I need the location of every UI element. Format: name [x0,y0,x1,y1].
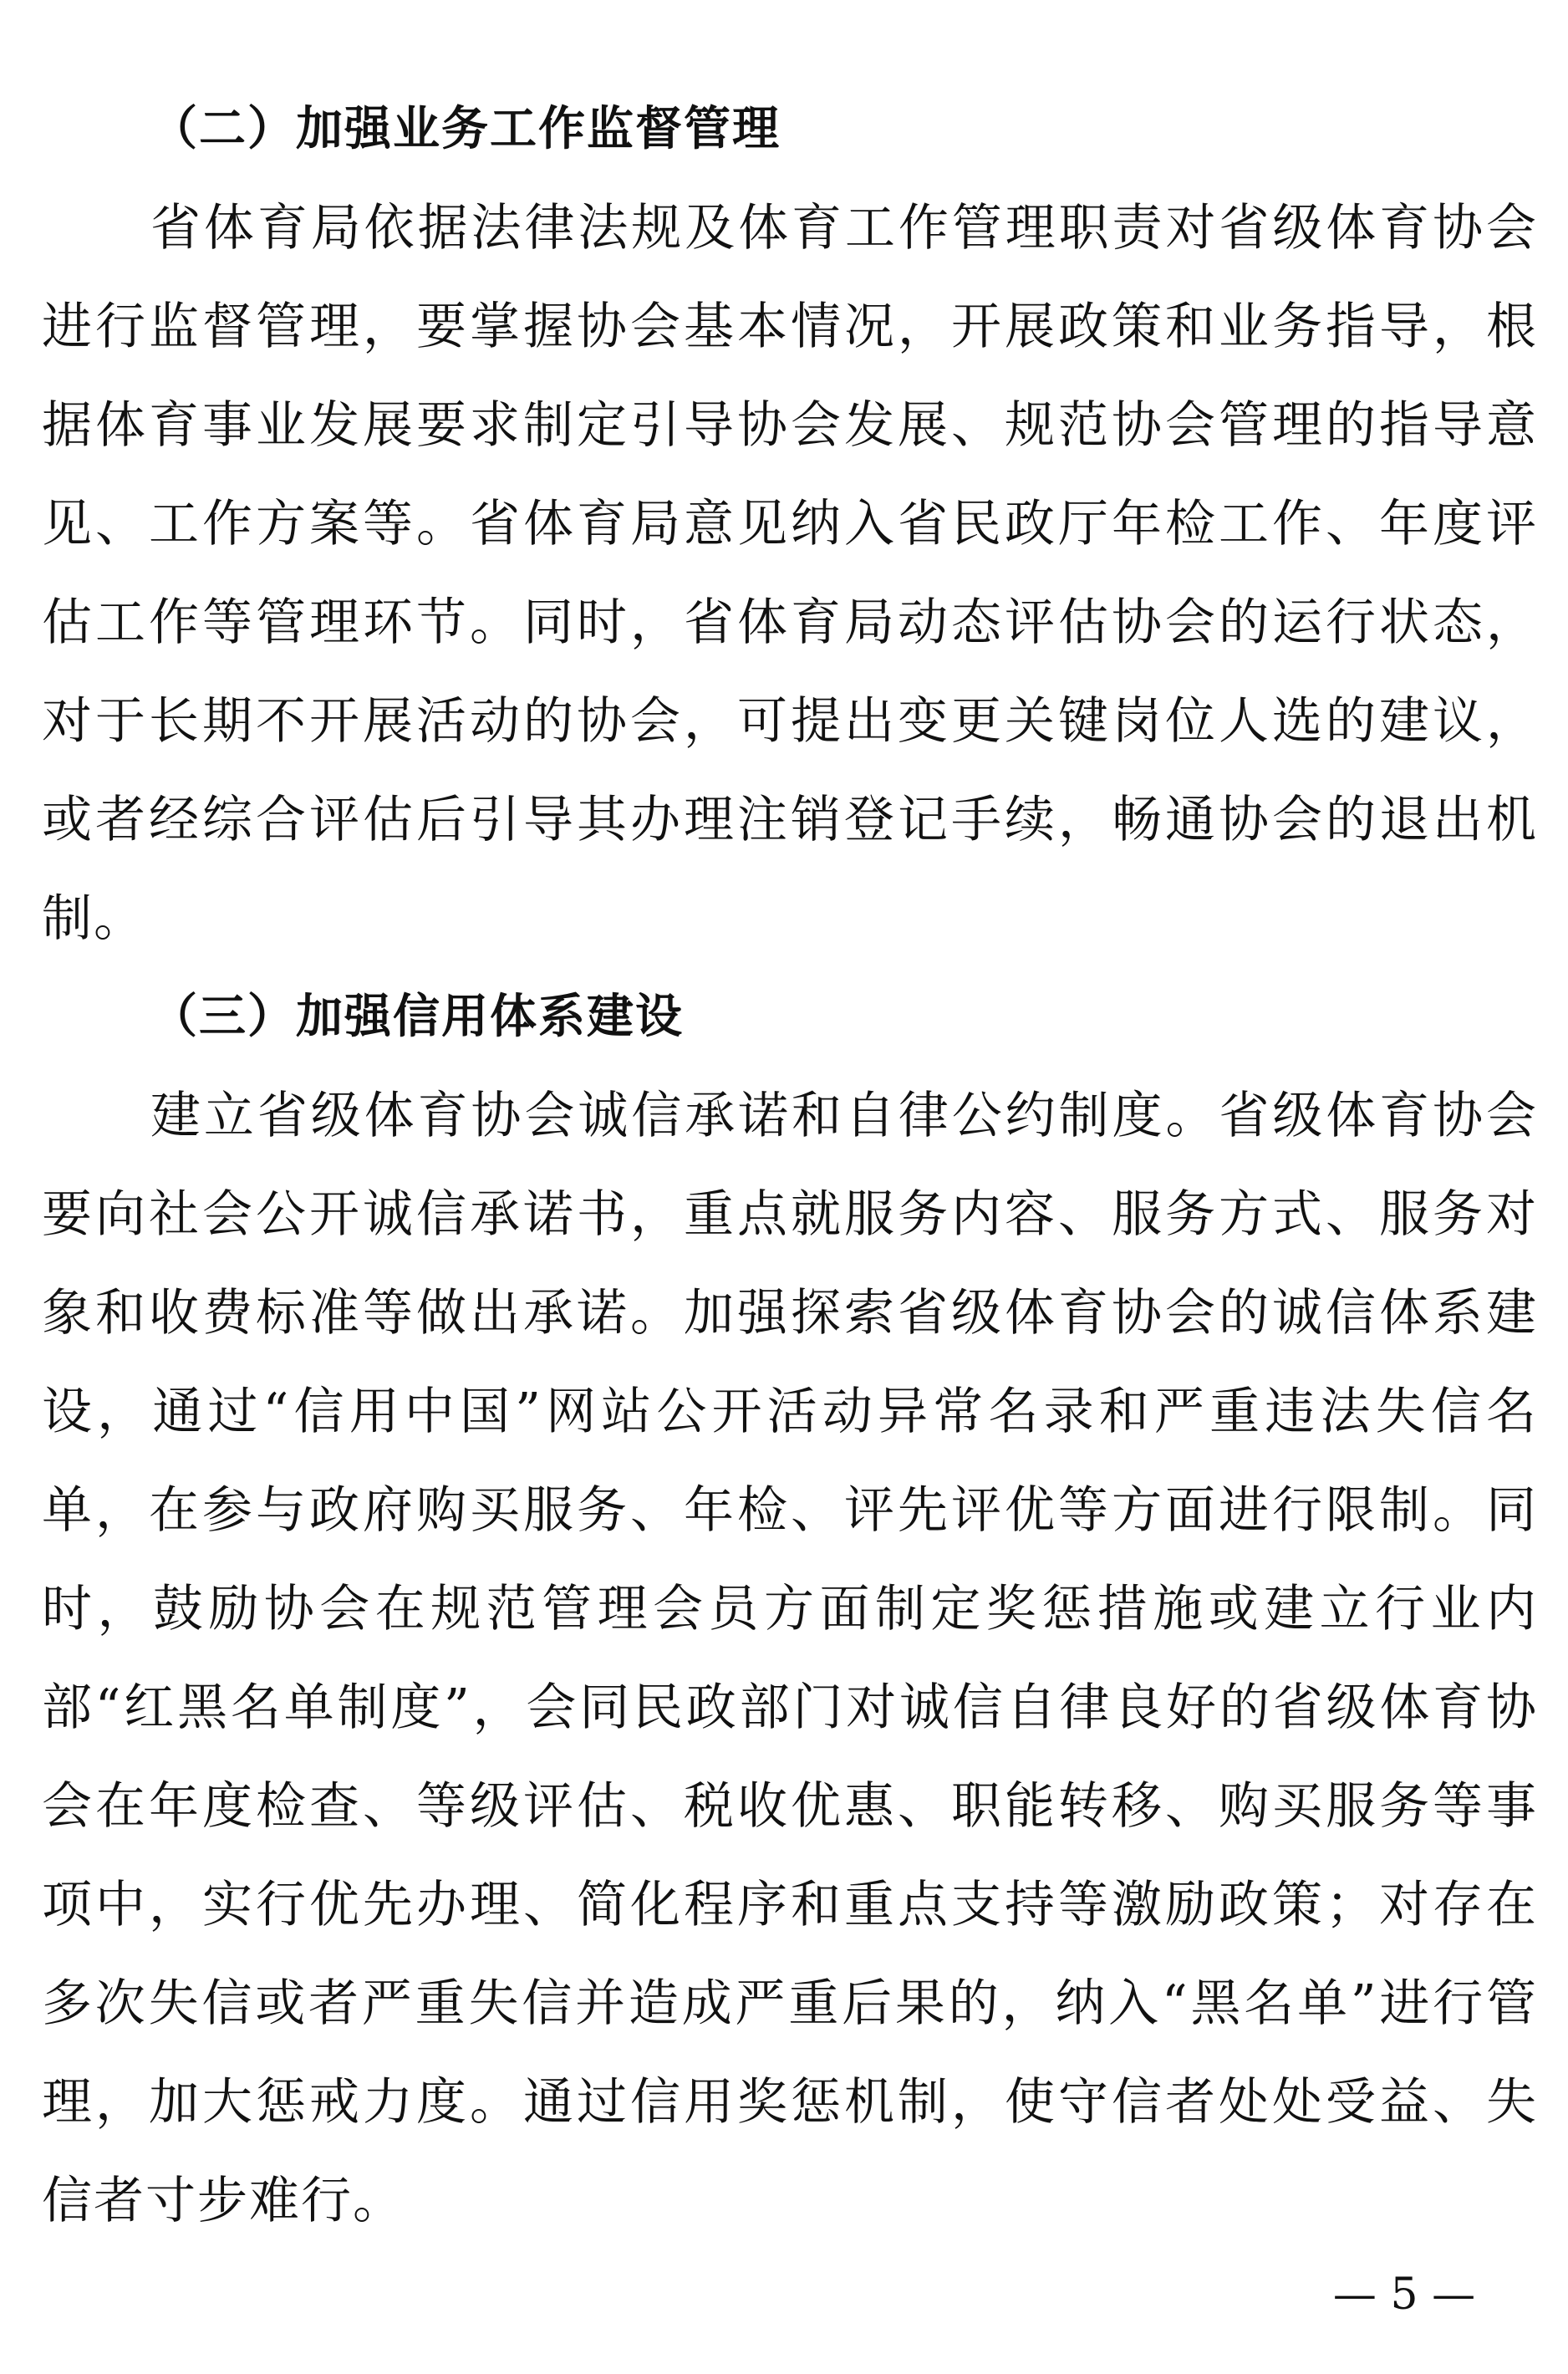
section-heading-credit-system: （三）加强信用体系建设 [150,990,684,1044]
page-number: — 5 — [1332,2270,1476,2320]
section-heading-supervision: （二）加强业务工作监督管理 [150,102,781,156]
section-paragraph-supervision: 省体育局依据法律法规及体育工作管理职责对省级体育协会进行监督管理，要掌握协会基本情况，开展政策和业务指导，根据体育事业发展要求制定引导协会发展、规范协会管理的指导意见、工作方案等。省体育局意见纳入省民政厅年检工作、年度评估工作等管理环节。同时，省体育局动态评估协会的运行状态，对于长期不开展活动的协会，可提出变更关键岗位人选的建议，或者经综合评估后引导其办理注销登记手续，畅通协会的退出机制。 [42,199,1538,948]
document-body [42,80,1538,2250]
section-paragraph-credit-system: 建立省级体育协会诚信承诺和自律公约制度。省级体育协会要向社会公开诚信承诺书，重点就服务内容、服务方式、服务对象和收费标准等做出承诺。加强探索省级体育协会的诚信体系建设，通过“信用中国”网站公开活动异常名录和严重违法失信名单，在参与政府购买服务、年检、评先评优等方面进行限制。同时，鼓励协会在规范管理会员方面制定奖惩措施或建立行业内部“红黑名单制度”，会同民政部门对诚信自律良好的省级体育协会在年度检查、等级评估、税收优惠、职能转移、购买服务等事项中，实行优先办理、简化程序和重点支持等激励政策；对存在多次失信或者严重失信并造成严重后果的，纳入“黑名单”进行管理，加大惩戒力度。通过信用奖惩机制，使守信者处处受益、失信者寸步难行。 [42,1087,1538,2230]
